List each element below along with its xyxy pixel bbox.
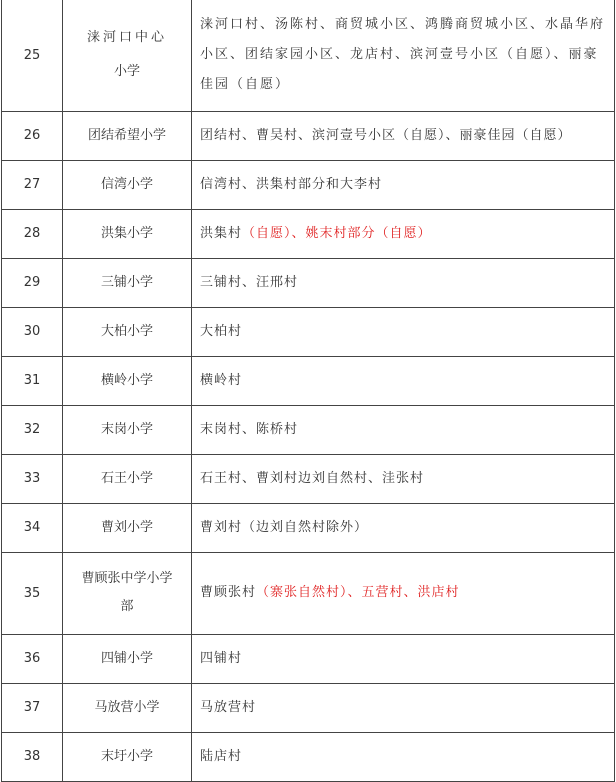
row-number: 32 (2, 405, 63, 454)
row-number: 33 (2, 454, 63, 503)
district-area: 陆店村 (192, 732, 615, 781)
district-area: 马放营村 (192, 683, 615, 732)
table-row (2, 307, 615, 356)
district-area: 三铺村、汪邢村 (192, 258, 615, 307)
school-name: 横岭小学 (63, 356, 192, 405)
district-area: 曹刘村（边刘自然村除外） (192, 503, 615, 552)
school-name: 马放营小学 (63, 683, 192, 732)
district-area (192, 552, 615, 634)
school-name-line1: 涞河口中心 (86, 30, 167, 46)
row-number: 29 (2, 258, 63, 307)
row-number: 31 (2, 356, 63, 405)
row-number: 38 (2, 732, 63, 781)
table-row (2, 405, 615, 454)
school-name: 四铺小学 (63, 634, 192, 683)
school-name: 信湾小学 (63, 160, 192, 209)
row-number: 25 (2, 0, 63, 111)
table-row (2, 732, 615, 781)
district-area: 横岭村 (192, 356, 615, 405)
row-number: 28 (2, 209, 63, 258)
area-text: 曹顾张村 (200, 585, 257, 600)
school-name: 三铺小学 (63, 258, 192, 307)
table-row (2, 634, 615, 683)
district-area: 团结村、曹吴村、滨河壹号小区（自愿）、丽豪佳园（自愿） (192, 111, 615, 160)
row-number: 36 (2, 634, 63, 683)
table-row (2, 454, 615, 503)
school-name: 洪集小学 (63, 209, 192, 258)
school-name (63, 552, 192, 634)
row-number: 35 (2, 552, 63, 634)
table-row (2, 209, 615, 258)
school-name: 末岗小学 (63, 405, 192, 454)
area-text-highlight: （自愿）、姚末村部分（自愿） (242, 225, 432, 241)
table-row (2, 503, 615, 552)
school-district-table (1, 0, 615, 782)
school-name: 曹刘小学 (63, 503, 192, 552)
district-area: 末岗村、陈桥村 (192, 405, 615, 454)
table-row (2, 0, 615, 111)
district-area: 石王村、曹刘村边刘自然村、洼张村 (192, 454, 615, 503)
district-area (192, 209, 615, 258)
table-row (2, 683, 615, 732)
table-row (2, 356, 615, 405)
school-name: 末圩小学 (63, 732, 192, 781)
table-row (2, 160, 615, 209)
district-area: 四铺村 (192, 634, 615, 683)
area-text: 洪集村 (200, 225, 243, 241)
school-name: 大柏小学 (63, 307, 192, 356)
row-number: 26 (2, 111, 63, 160)
school-name (63, 0, 192, 111)
table-row (2, 111, 615, 160)
row-number: 34 (2, 503, 63, 552)
district-area: 大柏村 (192, 307, 615, 356)
table-row (2, 258, 615, 307)
row-number: 37 (2, 683, 63, 732)
row-number: 27 (2, 160, 63, 209)
school-name-line1: 曹顾张中学小学 (81, 571, 173, 586)
district-area: 信湾村、洪集村部分和大李村 (192, 160, 615, 209)
school-name-line2: 小学 (113, 64, 140, 80)
area-text-highlight: （寨张自然村）、五营村、洪店村 (256, 585, 460, 600)
school-name-line2: 部 (120, 599, 134, 614)
school-name: 团结希望小学 (63, 111, 192, 160)
row-number: 30 (2, 307, 63, 356)
school-name: 石王小学 (63, 454, 192, 503)
table-row (2, 552, 615, 634)
district-area: 涞河口村、汤陈村、商贸城小区、鸿腾商贸城小区、水晶华府小区、团结家园小区、龙店村、滨河壹号小区（自愿）、丽豪佳园（自愿） (192, 0, 615, 111)
